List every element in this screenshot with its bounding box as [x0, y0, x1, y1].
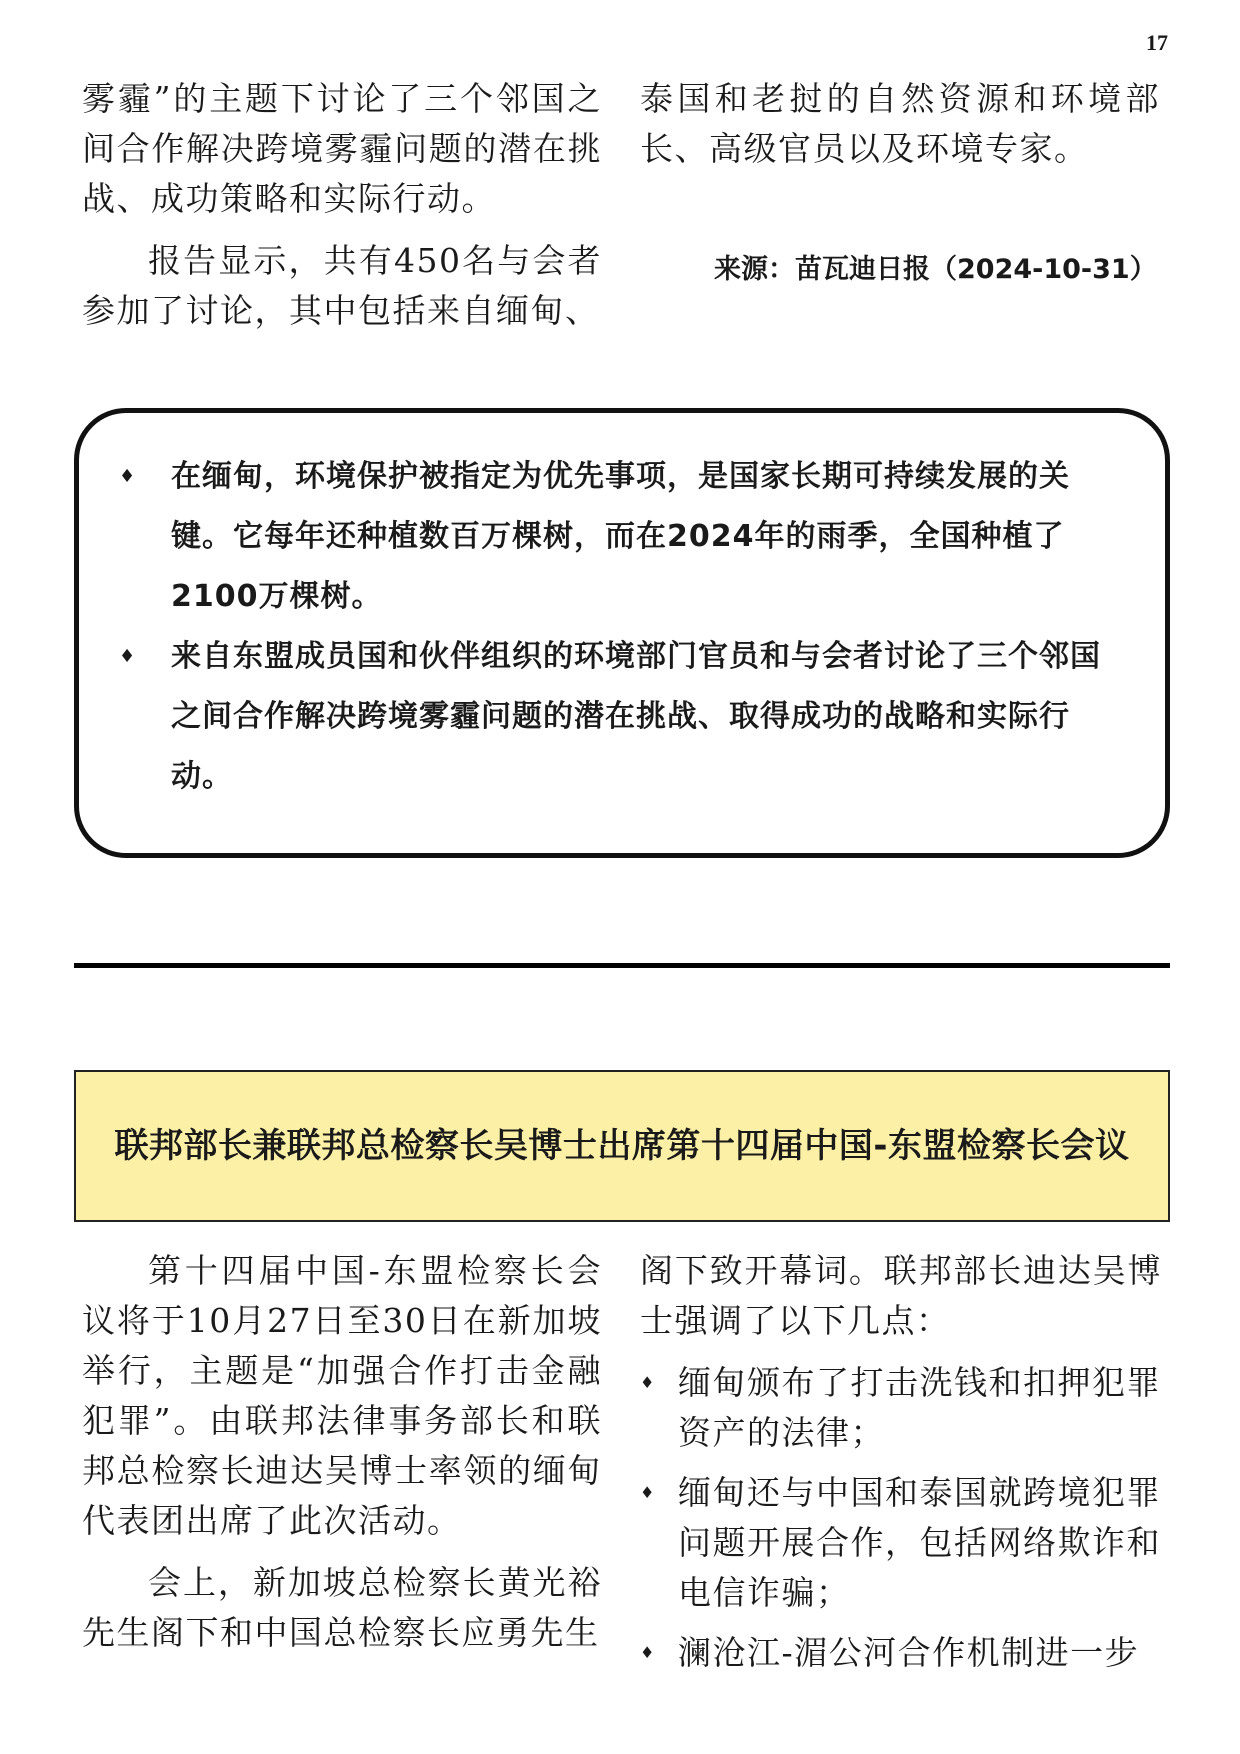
page-number: 17 [1146, 30, 1168, 55]
article-paragraph: 泰国和老挝的自然资源和环境部长、高级官员以及环境专家。 [640, 79, 1160, 168]
diamond-bullet-icon: ♦ [119, 646, 137, 667]
section-divider [74, 963, 1170, 968]
article-paragraph: 会上，新加坡总检察长黄光裕先生阁下和中国总检察长应勇先生 [82, 1563, 602, 1652]
diamond-bullet-icon: ♦ [640, 1483, 656, 1502]
list-item [640, 1628, 1162, 1678]
key-points-callout [74, 408, 1170, 858]
bottom-right-column [640, 1246, 1162, 1688]
diamond-bullet-icon: ♦ [119, 466, 137, 487]
callout-item-text: 来自东盟成员国和伙伴组织的环境部门官员和与会者讨论了三个邻国之间合作解决跨境雾霾问题的潜在挑战、取得成功的战略和实际行动。 [171, 639, 1101, 794]
headline-banner [74, 1070, 1170, 1222]
top-right-column [640, 74, 1160, 186]
diamond-bullet-icon: ♦ [640, 1373, 656, 1392]
article-paragraph: 雾霾”的主题下讨论了三个邻国之间合作解决跨境雾霾问题的潜在挑战、成功策略和实际行动。 [82, 79, 602, 218]
callout-item [119, 627, 1129, 807]
bottom-left-column [82, 1246, 602, 1670]
source-citation: 来源：苗瓦迪日报（2024-10-31） [714, 254, 1157, 285]
list-item-text: 缅甸颁布了打击洗钱和扣押犯罪资产的法律； [678, 1363, 1161, 1452]
list-item [640, 1358, 1162, 1458]
callout-item-text: 在缅甸，环境保护被指定为优先事项，是国家长期可持续发展的关键。它每年还种植数百万棵树，而在2024年的雨季，全国种植了2100万棵树。 [171, 459, 1070, 614]
list-item-text: 澜沧江-湄公河合作机制进一步 [678, 1633, 1140, 1672]
article-paragraph: 阁下致开幕词。联邦部长迪达吴博士强调了以下几点： [640, 1251, 1162, 1340]
callout-item [119, 447, 1129, 627]
article-paragraph: 报告显示，共有450名与会者参加了讨论，其中包括来自缅甸、 [82, 241, 602, 330]
article-headline: 联邦部长兼联邦总检察长吴博士出席第十四届中国-东盟检察长会议 [114, 1126, 1130, 1166]
diamond-bullet-icon: ♦ [640, 1643, 656, 1662]
article-paragraph: 第十四届中国-东盟检察长会议将于10月27日至30日在新加坡举行，主题是“加强合作打击金融犯罪”。由联邦法律事务部长和联邦总检察长迪达吴博士率领的缅甸代表团出席了此次活动。 [82, 1251, 602, 1540]
speech-points-list [640, 1358, 1162, 1678]
top-left-column [82, 74, 602, 348]
callout-list [119, 447, 1129, 807]
list-item-text: 缅甸还与中国和泰国就跨境犯罪问题开展合作，包括网络欺诈和电信诈骗； [678, 1473, 1161, 1612]
list-item [640, 1468, 1162, 1618]
